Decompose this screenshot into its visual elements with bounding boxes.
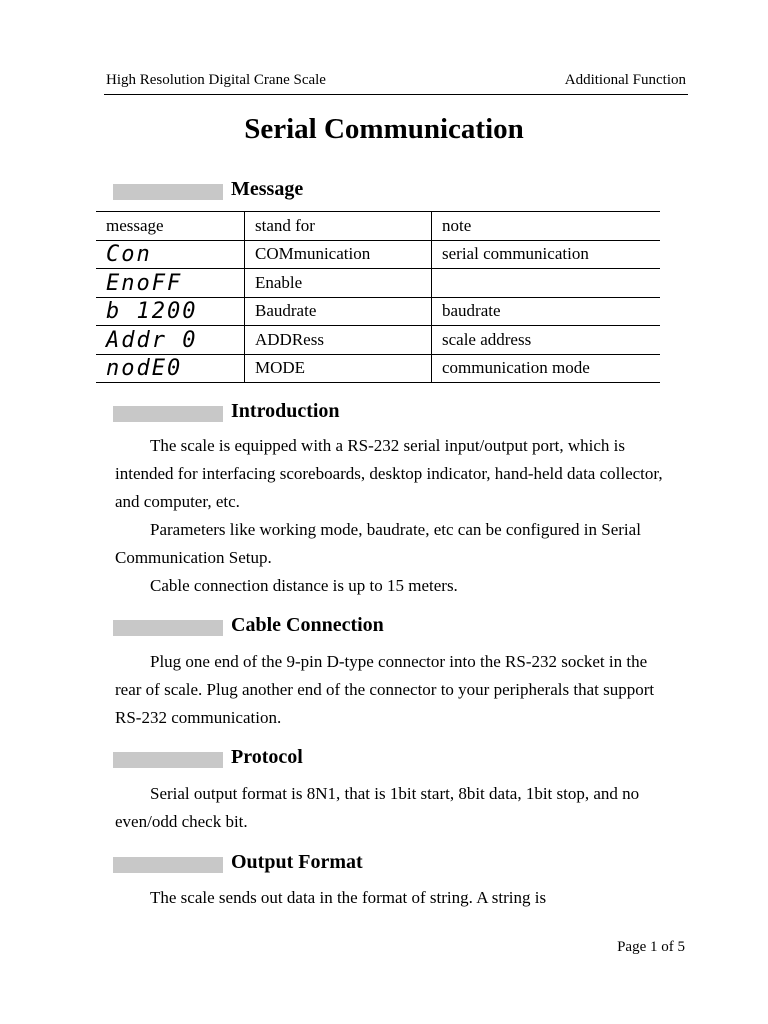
heading-bar (113, 184, 223, 200)
heading-label: Cable Connection (231, 614, 384, 636)
page-header (104, 72, 688, 95)
table-header-cell: message (106, 215, 164, 235)
stand-for-cell: MODE (245, 354, 432, 383)
cable-connection-body (115, 648, 675, 732)
note-cell: scale address (432, 326, 661, 355)
table-row (96, 354, 660, 383)
section-heading-cable-connection (113, 614, 613, 640)
display-code: nodE0 (106, 356, 183, 382)
note-cell: serial communication (432, 240, 661, 269)
paragraph: Cable connection distance is up to 15 meters. (150, 576, 458, 595)
section-heading-output-format (113, 851, 613, 877)
page-number: Page 1 of 5 (617, 939, 685, 955)
stand-for-cell: COMmunication (245, 240, 432, 269)
paragraph: Serial output format is 8N1, that is 1bit start, 8bit data, 1bit stop, and no even/odd check bit. (115, 784, 640, 831)
table-header-cell: note (432, 212, 661, 241)
header-left: High Resolution Digital Crane Scale (106, 72, 326, 88)
note-cell: baudrate (432, 297, 661, 326)
display-code: Con (106, 242, 152, 268)
heading-bar (113, 620, 223, 636)
heading-label: Output Format (231, 851, 363, 873)
note-cell (432, 269, 661, 298)
message-table (96, 211, 660, 383)
page-title: Serial Communication (244, 113, 524, 145)
table-row (96, 326, 660, 355)
paragraph: The scale is equipped with a RS-232 serial input/output port, which is intended for interfacing scoreboards, desktop indicator, hand-held data collector, and computer, etc. (115, 436, 663, 511)
stand-for-cell: Baudrate (245, 297, 432, 326)
table-row (96, 269, 660, 298)
section-heading-protocol (113, 746, 613, 772)
heading-bar (113, 857, 223, 873)
table-header-cell: stand for (245, 212, 432, 241)
stand-for-cell: Enable (245, 269, 432, 298)
display-code: Addr 0 (106, 327, 198, 353)
section-heading-introduction (113, 400, 613, 426)
note-cell: communication mode (432, 354, 661, 383)
table-row (96, 297, 660, 326)
heading-label: Protocol (231, 746, 303, 768)
display-code: EnoFF (106, 270, 183, 296)
display-code: b 1200 (106, 299, 198, 325)
header-right: Additional Function (564, 72, 686, 88)
paragraph: The scale sends out data in the format of string. A string is (150, 888, 547, 907)
heading-label: Introduction (231, 400, 340, 422)
introduction-body (115, 432, 675, 600)
heading-bar (113, 752, 223, 768)
table-row (96, 240, 660, 269)
table-header-row (96, 212, 660, 241)
protocol-body (115, 780, 675, 836)
output-format-body (115, 884, 675, 912)
heading-bar (113, 406, 223, 422)
paragraph: Plug one end of the 9-pin D-type connector into the RS-232 socket in the rear of scale. Plug another end of the connector to your peripherals that support RS-232 communication. (115, 652, 655, 727)
paragraph: Parameters like working mode, baudrate, etc can be configured in Serial Communication Setup. (115, 520, 641, 567)
stand-for-cell: ADDRess (245, 326, 432, 355)
heading-label: Message (231, 178, 304, 200)
section-heading-message (113, 178, 613, 204)
